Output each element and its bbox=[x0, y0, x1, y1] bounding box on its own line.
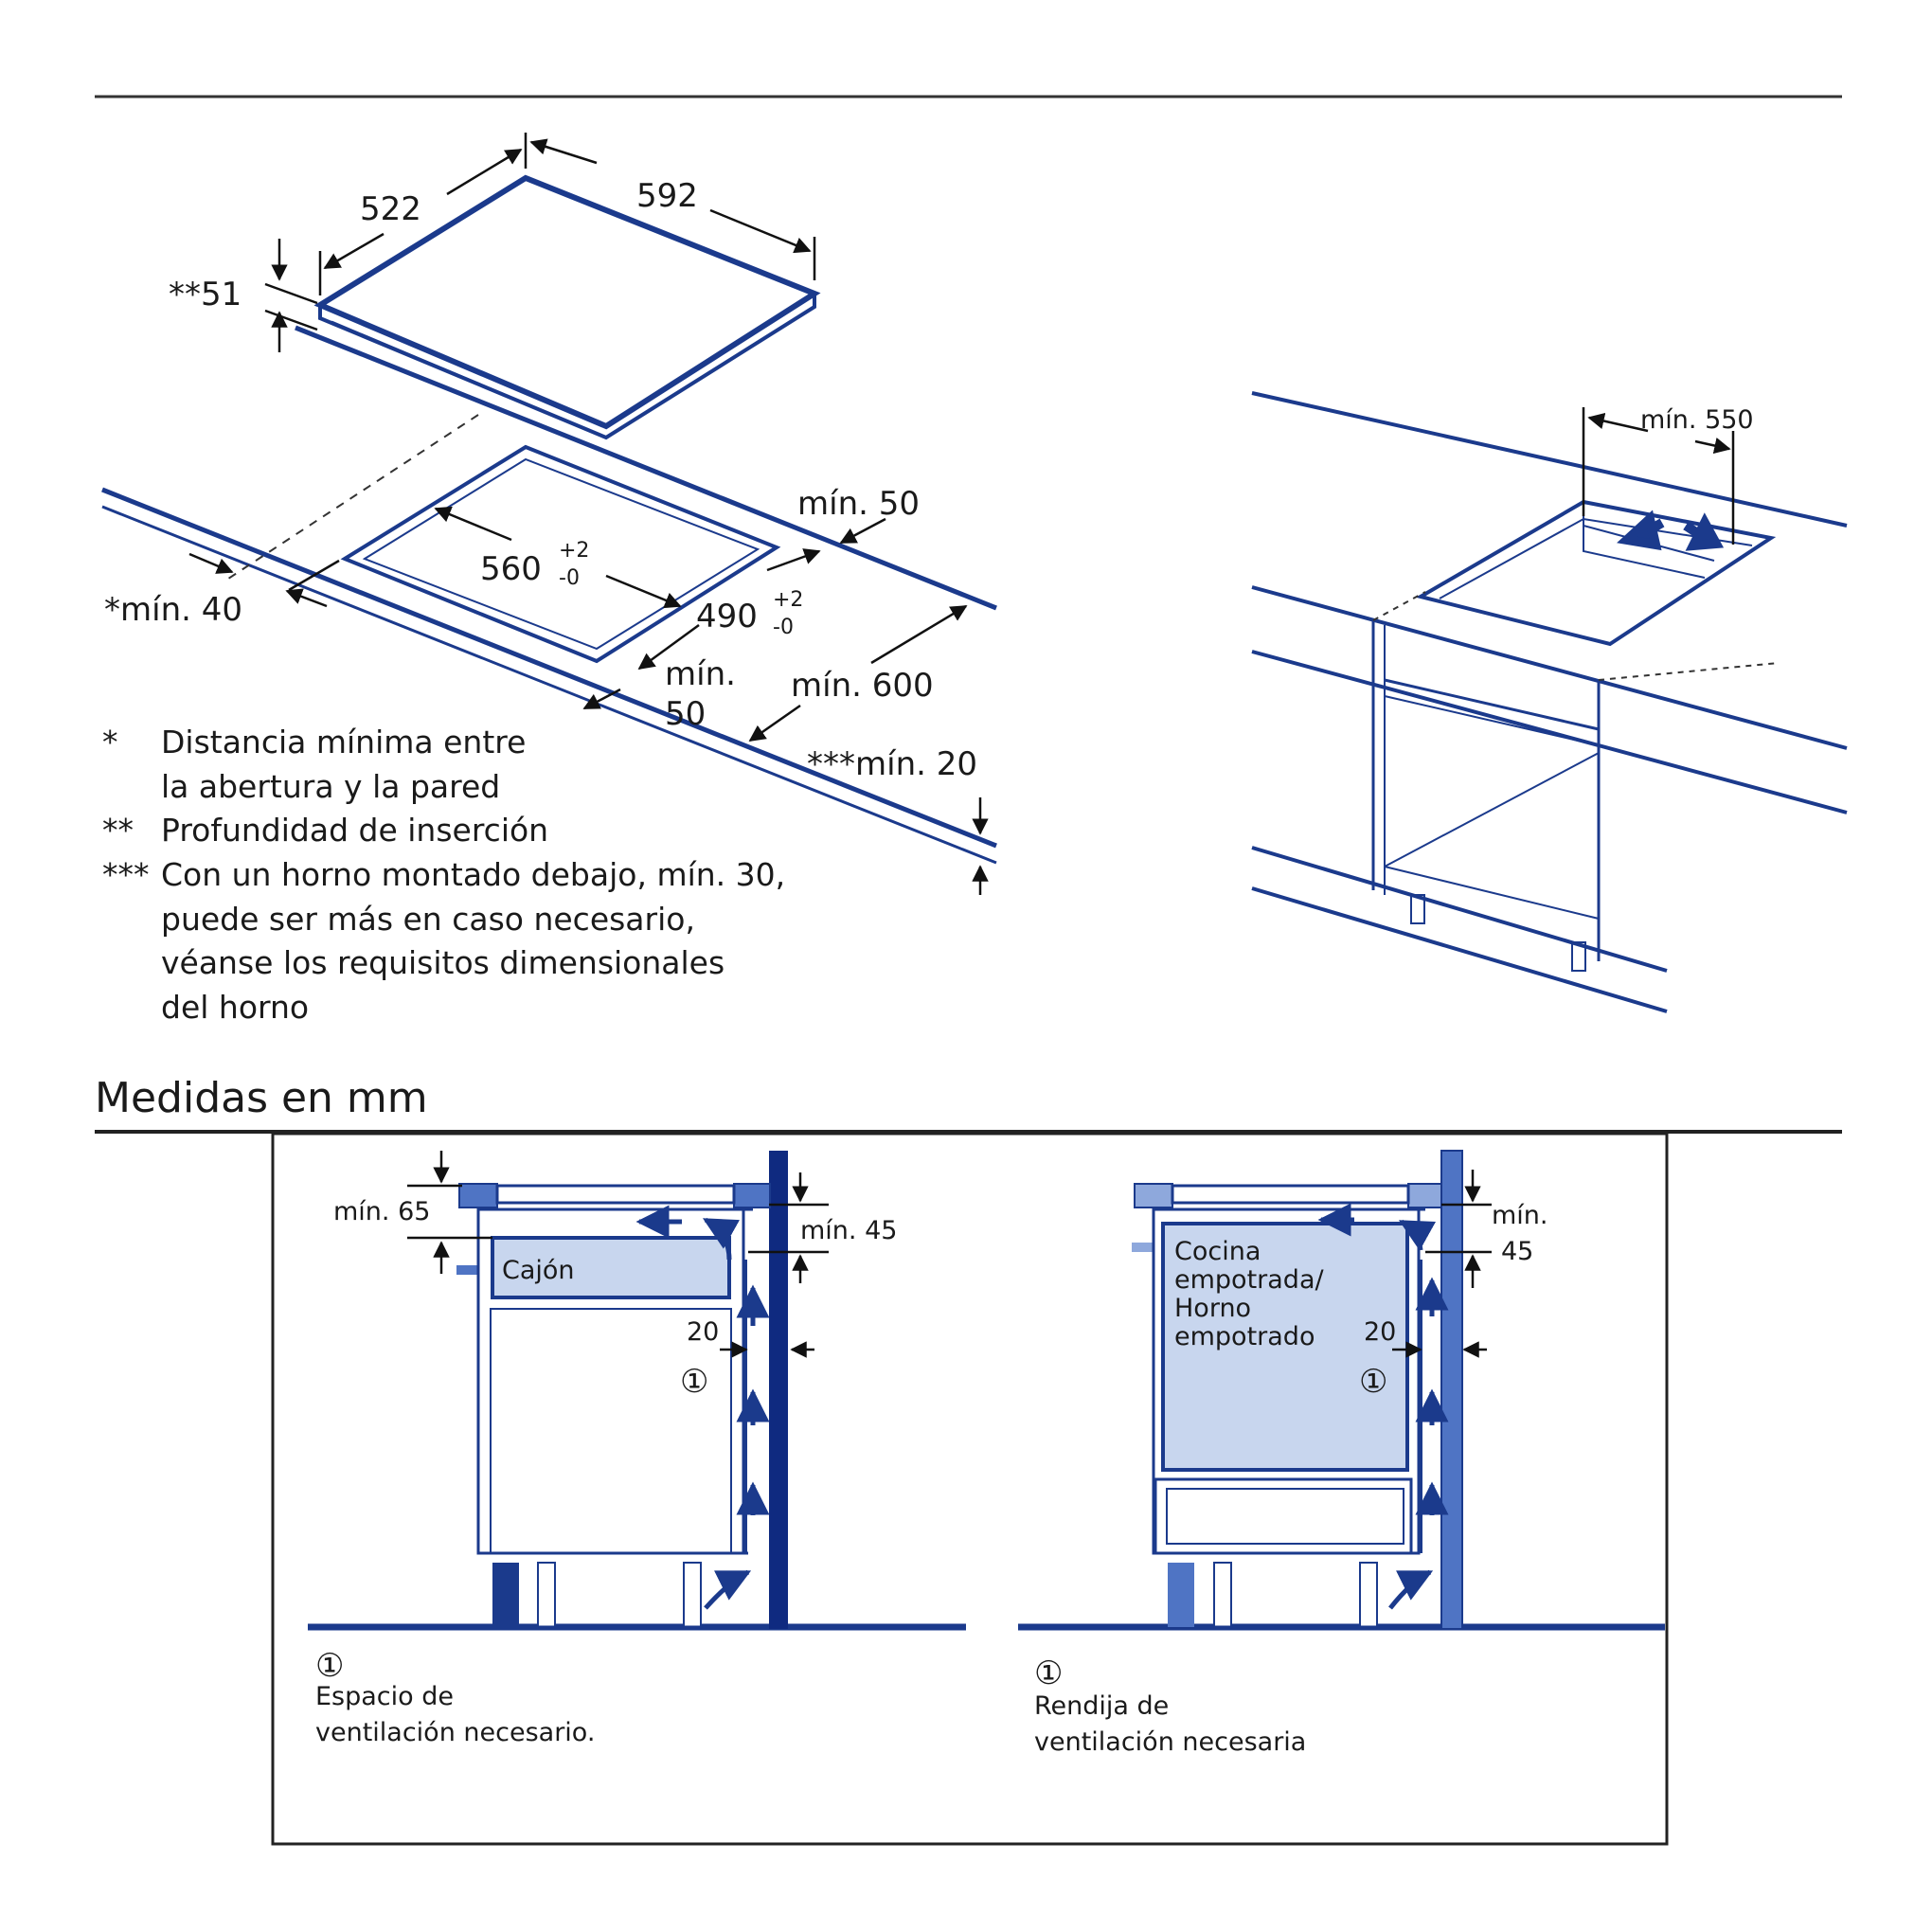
note-2-line-1: Profundidad de inserción bbox=[161, 812, 549, 849]
note-2-mark: ** bbox=[102, 812, 134, 849]
cutout-width-tol-minus: -0 bbox=[559, 566, 580, 590]
right-legend-line-2: ventilación necesaria bbox=[1034, 1727, 1307, 1757]
cutout-depth-tol-minus: -0 bbox=[773, 616, 794, 639]
right-legend-line-1: Rendija de bbox=[1034, 1691, 1170, 1721]
left-legend-marker: ① bbox=[315, 1647, 345, 1685]
right-section-drawing bbox=[1018, 1151, 1665, 1629]
right-oven-label-3: Horno bbox=[1174, 1294, 1252, 1323]
right-min-label-1: mín. bbox=[1492, 1201, 1548, 1230]
left-min-wall-gap-label: mín. 45 bbox=[800, 1216, 898, 1245]
left-legend-line-1: Espacio de bbox=[315, 1682, 455, 1711]
right-oven-label-4: empotrado bbox=[1174, 1322, 1315, 1351]
hob-width-label: 592 bbox=[636, 177, 698, 215]
cabinet-cutout bbox=[1421, 502, 1771, 644]
right-legend-marker: ① bbox=[1034, 1655, 1064, 1692]
note-1-line-2: la abertura y la pared bbox=[161, 768, 501, 805]
footnotes bbox=[102, 724, 785, 1026]
left-legend-line-2: ventilación necesario. bbox=[315, 1718, 596, 1747]
cutout-depth-label: 490 bbox=[696, 598, 758, 635]
note-3-line-4: del horno bbox=[161, 989, 310, 1026]
left-min-top-label: mín. 65 bbox=[333, 1197, 431, 1226]
hob-depth-label: 522 bbox=[360, 190, 421, 228]
min-back-label: mín. 50 bbox=[797, 485, 920, 523]
right-oven-label-1: Cocina bbox=[1174, 1237, 1261, 1266]
min-front-label-1: mín. bbox=[665, 655, 736, 693]
section-title: Medidas en mm bbox=[95, 1074, 428, 1122]
left-wall bbox=[769, 1151, 788, 1629]
note-3-line-2: puede ser más en caso necesario, bbox=[161, 901, 695, 938]
cutout-depth-tol-plus: +2 bbox=[773, 588, 804, 612]
note-3-line-1: Con un horno montado debajo, mín. 30, bbox=[161, 856, 786, 893]
cutout-width-tol-plus: +2 bbox=[559, 539, 590, 563]
right-hob bbox=[1172, 1186, 1408, 1203]
right-gap-label: 20 bbox=[1364, 1317, 1397, 1347]
left-drawer-label: Cajón bbox=[502, 1256, 575, 1285]
left-gap-label: 20 bbox=[687, 1317, 720, 1347]
cabinet-perspective bbox=[1252, 393, 1847, 1011]
insertion-depth-label: **51 bbox=[169, 276, 242, 313]
cutout-width-label: 560 bbox=[480, 550, 542, 588]
left-marker: ① bbox=[680, 1363, 709, 1401]
note-1-mark: * bbox=[102, 724, 118, 760]
cabinet-min-width-label: mín. 550 bbox=[1640, 405, 1754, 435]
right-marker: ① bbox=[1359, 1363, 1388, 1401]
right-min-label-2: 45 bbox=[1501, 1237, 1534, 1266]
note-3-line-3: véanse los requisitos dimensionales bbox=[161, 944, 725, 981]
right-wall bbox=[1441, 1151, 1462, 1629]
left-hob bbox=[497, 1186, 734, 1203]
min-wall-label: *mín. 40 bbox=[104, 591, 242, 629]
note-1-line-1: Distancia mínima entre bbox=[161, 724, 527, 760]
min-worktop-depth-label: mín. 600 bbox=[791, 667, 934, 705]
right-oven-label-2: empotrada/ bbox=[1174, 1265, 1324, 1295]
min-front-label-2: 50 bbox=[665, 695, 707, 733]
note-3-mark: *** bbox=[102, 856, 150, 893]
min-worktop-thickness-label: ***mín. 20 bbox=[807, 745, 977, 783]
